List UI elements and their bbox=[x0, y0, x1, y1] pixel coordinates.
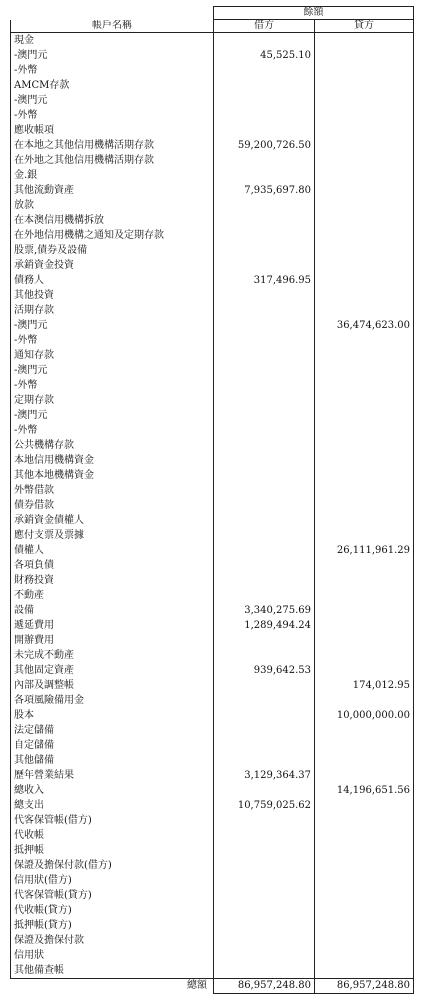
table-row bbox=[11, 258, 414, 273]
credit-cell bbox=[315, 573, 414, 588]
table-row bbox=[11, 873, 414, 888]
table-row bbox=[11, 318, 414, 333]
account-rows bbox=[11, 33, 414, 979]
credit-cell bbox=[315, 498, 414, 513]
account-name-cell: -外幣 bbox=[11, 423, 214, 438]
table-row bbox=[11, 693, 414, 708]
credit-cell bbox=[315, 258, 414, 273]
table-row bbox=[11, 108, 414, 123]
debit-cell bbox=[214, 258, 315, 273]
table-row bbox=[11, 768, 414, 783]
table-row bbox=[11, 168, 414, 183]
account-name-cell: 自定儲備 bbox=[11, 738, 214, 753]
account-name-cell: 債權人 bbox=[11, 543, 214, 558]
debit-cell: 3,340,275.69 bbox=[214, 603, 315, 618]
account-name-cell: 承銷資金投資 bbox=[11, 258, 214, 273]
debit-cell bbox=[214, 453, 315, 468]
total-label: 總額 bbox=[11, 979, 214, 994]
debit-cell bbox=[214, 153, 315, 168]
account-name-cell: 現金 bbox=[11, 33, 214, 49]
debit-header: 借方 bbox=[214, 20, 315, 33]
account-name-cell: 代客保管帳(借方) bbox=[11, 813, 214, 828]
credit-cell bbox=[315, 903, 414, 918]
table-row bbox=[11, 903, 414, 918]
debit-cell bbox=[214, 408, 315, 423]
table-row bbox=[11, 858, 414, 873]
table-row bbox=[11, 198, 414, 213]
credit-cell bbox=[315, 828, 414, 843]
credit-cell bbox=[315, 48, 414, 63]
credit-cell bbox=[315, 603, 414, 618]
credit-cell bbox=[315, 153, 414, 168]
debit-cell bbox=[214, 588, 315, 603]
debit-cell: 10,759,025.62 bbox=[214, 798, 315, 813]
table-row bbox=[11, 48, 414, 63]
debit-cell bbox=[214, 468, 315, 483]
account-name-cell: 開辦費用 bbox=[11, 633, 214, 648]
table-row bbox=[11, 588, 414, 603]
debit-cell bbox=[214, 753, 315, 768]
debit-cell bbox=[214, 123, 315, 138]
account-name-cell: 不動產 bbox=[11, 588, 214, 603]
credit-cell: 14,196,651.56 bbox=[315, 783, 414, 798]
trial-balance-sheet bbox=[10, 6, 413, 994]
credit-cell: 10,000,000.00 bbox=[315, 708, 414, 723]
account-name-cell: 債務人 bbox=[11, 273, 214, 288]
table-row bbox=[11, 963, 414, 979]
credit-cell bbox=[315, 453, 414, 468]
credit-cell bbox=[315, 858, 414, 873]
credit-cell bbox=[315, 423, 414, 438]
account-name-cell: 債券借款 bbox=[11, 498, 214, 513]
table-row bbox=[11, 603, 414, 618]
table-row bbox=[11, 513, 414, 528]
account-name-cell: 法定儲備 bbox=[11, 723, 214, 738]
credit-cell bbox=[315, 798, 414, 813]
account-name-cell: -澳門元 bbox=[11, 363, 214, 378]
account-name-cell: 設備 bbox=[11, 603, 214, 618]
debit-cell: 59,200,726.50 bbox=[214, 138, 315, 153]
credit-cell bbox=[315, 378, 414, 393]
debit-cell bbox=[214, 498, 315, 513]
debit-cell bbox=[214, 78, 315, 93]
table-row bbox=[11, 663, 414, 678]
table-row bbox=[11, 783, 414, 798]
debit-cell bbox=[214, 873, 315, 888]
account-name-cell: 股本 bbox=[11, 708, 214, 723]
account-name-cell: 股票,債券及設備 bbox=[11, 243, 214, 258]
debit-cell bbox=[214, 528, 315, 543]
debit-cell bbox=[214, 213, 315, 228]
table-row bbox=[11, 573, 414, 588]
credit-cell bbox=[315, 738, 414, 753]
credit-cell bbox=[315, 78, 414, 93]
credit-cell bbox=[315, 138, 414, 153]
account-name-cell: 其他投資 bbox=[11, 288, 214, 303]
debit-cell bbox=[214, 543, 315, 558]
credit-cell: 36,474,623.00 bbox=[315, 318, 414, 333]
account-name-cell: 遞延費用 bbox=[11, 618, 214, 633]
credit-cell bbox=[315, 168, 414, 183]
account-name-cell: 歷年營業結果 bbox=[11, 768, 214, 783]
debit-cell: 317,496.95 bbox=[214, 273, 315, 288]
credit-cell bbox=[315, 348, 414, 363]
table-row bbox=[11, 798, 414, 813]
account-name-cell: 通知存款 bbox=[11, 348, 214, 363]
table-row bbox=[11, 408, 414, 423]
table-row bbox=[11, 498, 414, 513]
account-name-cell: 在外地之其他信用機構活期存款 bbox=[11, 153, 214, 168]
credit-cell bbox=[315, 243, 414, 258]
balance-header: 餘額 bbox=[214, 7, 414, 20]
table-row bbox=[11, 543, 414, 558]
table-row bbox=[11, 123, 414, 138]
account-name-cell: 代收帳 bbox=[11, 828, 214, 843]
debit-cell bbox=[214, 378, 315, 393]
table-row bbox=[11, 243, 414, 258]
table-row bbox=[11, 288, 414, 303]
account-name-cell: 代收帳(貸方) bbox=[11, 903, 214, 918]
debit-cell: 7,935,697.80 bbox=[214, 183, 315, 198]
table-row bbox=[11, 393, 414, 408]
account-name-cell: AMCM存款 bbox=[11, 78, 214, 93]
debit-cell bbox=[214, 483, 315, 498]
trial-balance-table bbox=[10, 6, 414, 994]
credit-cell bbox=[315, 648, 414, 663]
table-row bbox=[11, 723, 414, 738]
table-row bbox=[11, 153, 414, 168]
account-name-cell: -外幣 bbox=[11, 378, 214, 393]
debit-cell bbox=[214, 198, 315, 213]
credit-cell: 26,111,961.29 bbox=[315, 543, 414, 558]
account-name-cell: 信用狀(借方) bbox=[11, 873, 214, 888]
credit-cell bbox=[315, 483, 414, 498]
account-name-cell: 放款 bbox=[11, 198, 214, 213]
debit-cell bbox=[214, 513, 315, 528]
account-name-cell: 保證及擔保付款 bbox=[11, 933, 214, 948]
account-name-cell: -澳門元 bbox=[11, 93, 214, 108]
debit-cell bbox=[214, 678, 315, 693]
credit-cell bbox=[315, 918, 414, 933]
debit-cell bbox=[214, 813, 315, 828]
account-name-cell: 其他備查帳 bbox=[11, 963, 214, 979]
credit-cell bbox=[315, 528, 414, 543]
table-row bbox=[11, 33, 414, 49]
debit-cell: 45,525.10 bbox=[214, 48, 315, 63]
credit-cell bbox=[315, 768, 414, 783]
credit-cell: 174,012.95 bbox=[315, 678, 414, 693]
account-name-cell: 本地信用機構資金 bbox=[11, 453, 214, 468]
account-name-cell: -澳門元 bbox=[11, 48, 214, 63]
table-row bbox=[11, 813, 414, 828]
account-name-cell: 其他儲備 bbox=[11, 753, 214, 768]
debit-cell bbox=[214, 648, 315, 663]
table-row bbox=[11, 213, 414, 228]
table-row bbox=[11, 528, 414, 543]
debit-cell bbox=[214, 708, 315, 723]
account-name-cell: 抵押帳(貸方) bbox=[11, 918, 214, 933]
debit-cell bbox=[214, 108, 315, 123]
debit-cell bbox=[214, 423, 315, 438]
account-name-cell: -外幣 bbox=[11, 108, 214, 123]
credit-cell bbox=[315, 618, 414, 633]
credit-cell bbox=[315, 438, 414, 453]
table-row bbox=[11, 918, 414, 933]
debit-cell bbox=[214, 903, 315, 918]
account-name-cell: 其他本地機構資金 bbox=[11, 468, 214, 483]
table-row bbox=[11, 888, 414, 903]
account-name-cell: 公共機構存款 bbox=[11, 438, 214, 453]
credit-cell bbox=[315, 468, 414, 483]
total-credit: 86,957,248.80 bbox=[315, 979, 414, 994]
account-name-cell: 其他流動資產 bbox=[11, 183, 214, 198]
table-row bbox=[11, 303, 414, 318]
credit-cell bbox=[315, 588, 414, 603]
debit-cell bbox=[214, 318, 315, 333]
table-row bbox=[11, 378, 414, 393]
credit-cell bbox=[315, 303, 414, 318]
account-name-cell: 信用狀 bbox=[11, 948, 214, 963]
account-name-cell: 未完成不動產 bbox=[11, 648, 214, 663]
account-name-cell: 應付支票及票據 bbox=[11, 528, 214, 543]
credit-cell bbox=[315, 948, 414, 963]
table-row bbox=[11, 618, 414, 633]
account-name-cell: 在外地信用機構之通知及定期存款 bbox=[11, 228, 214, 243]
debit-cell bbox=[214, 303, 315, 318]
debit-cell bbox=[214, 573, 315, 588]
account-name-cell: 外幣借款 bbox=[11, 483, 214, 498]
account-name-cell: -外幣 bbox=[11, 63, 214, 78]
table-row bbox=[11, 678, 414, 693]
credit-cell bbox=[315, 813, 414, 828]
debit-cell bbox=[214, 783, 315, 798]
account-name-cell: 代客保管帳(貸方) bbox=[11, 888, 214, 903]
credit-cell bbox=[315, 693, 414, 708]
table-row bbox=[11, 348, 414, 363]
debit-cell bbox=[214, 918, 315, 933]
table-row bbox=[11, 438, 414, 453]
debit-cell bbox=[214, 228, 315, 243]
account-name-cell: -澳門元 bbox=[11, 318, 214, 333]
account-name-cell: 應收帳項 bbox=[11, 123, 214, 138]
debit-cell bbox=[214, 93, 315, 108]
account-name-cell: -澳門元 bbox=[11, 408, 214, 423]
debit-cell bbox=[214, 348, 315, 363]
table-row bbox=[11, 468, 414, 483]
table-row bbox=[11, 648, 414, 663]
debit-cell bbox=[214, 948, 315, 963]
account-name-cell: 其他固定資產 bbox=[11, 663, 214, 678]
debit-cell bbox=[214, 693, 315, 708]
credit-cell bbox=[315, 633, 414, 648]
table-row bbox=[11, 333, 414, 348]
account-name-cell: 活期存款 bbox=[11, 303, 214, 318]
debit-cell bbox=[214, 723, 315, 738]
debit-cell bbox=[214, 168, 315, 183]
account-name-cell: 財務投資 bbox=[11, 573, 214, 588]
credit-header: 貸方 bbox=[315, 20, 414, 33]
table-row bbox=[11, 183, 414, 198]
debit-cell: 939,642.53 bbox=[214, 663, 315, 678]
account-name-cell: 定期存款 bbox=[11, 393, 214, 408]
credit-cell bbox=[315, 183, 414, 198]
account-name-cell: 在本澳信用機構拆放 bbox=[11, 213, 214, 228]
table-row bbox=[11, 558, 414, 573]
account-name-header: 帳戶名稱 bbox=[11, 20, 214, 33]
debit-cell bbox=[214, 438, 315, 453]
credit-cell bbox=[315, 873, 414, 888]
header-blank-cell bbox=[11, 7, 214, 20]
table-row bbox=[11, 138, 414, 153]
table-row bbox=[11, 483, 414, 498]
credit-cell bbox=[315, 213, 414, 228]
credit-cell bbox=[315, 723, 414, 738]
account-name-cell: 承銷資金債權人 bbox=[11, 513, 214, 528]
debit-cell bbox=[214, 33, 315, 49]
table-row bbox=[11, 453, 414, 468]
debit-cell bbox=[214, 558, 315, 573]
credit-cell bbox=[315, 363, 414, 378]
debit-cell: 3,129,364.37 bbox=[214, 768, 315, 783]
table-row bbox=[11, 738, 414, 753]
debit-cell bbox=[214, 243, 315, 258]
table-row bbox=[11, 93, 414, 108]
credit-cell bbox=[315, 753, 414, 768]
debit-cell: 1,289,494.24 bbox=[214, 618, 315, 633]
account-name-cell: 各項風險備用金 bbox=[11, 693, 214, 708]
table-row bbox=[11, 843, 414, 858]
table-row bbox=[11, 753, 414, 768]
credit-cell bbox=[315, 93, 414, 108]
account-name-cell: 內部及調整帳 bbox=[11, 678, 214, 693]
account-name-cell: 金.銀 bbox=[11, 168, 214, 183]
debit-cell bbox=[214, 933, 315, 948]
debit-cell bbox=[214, 738, 315, 753]
account-name-cell: -外幣 bbox=[11, 333, 214, 348]
table-row bbox=[11, 708, 414, 723]
table-row bbox=[11, 78, 414, 93]
credit-cell bbox=[315, 123, 414, 138]
credit-cell bbox=[315, 273, 414, 288]
credit-cell bbox=[315, 33, 414, 49]
credit-cell bbox=[315, 513, 414, 528]
table-row bbox=[11, 63, 414, 78]
account-name-cell: 抵押帳 bbox=[11, 843, 214, 858]
table-row bbox=[11, 828, 414, 843]
credit-cell bbox=[315, 663, 414, 678]
table-row bbox=[11, 633, 414, 648]
debit-cell bbox=[214, 63, 315, 78]
credit-cell bbox=[315, 843, 414, 858]
credit-cell bbox=[315, 288, 414, 303]
table-row bbox=[11, 363, 414, 378]
table-row bbox=[11, 933, 414, 948]
debit-cell bbox=[214, 828, 315, 843]
debit-cell bbox=[214, 843, 315, 858]
debit-cell bbox=[214, 333, 315, 348]
credit-cell bbox=[315, 558, 414, 573]
credit-cell bbox=[315, 963, 414, 979]
credit-cell bbox=[315, 408, 414, 423]
debit-cell bbox=[214, 963, 315, 979]
credit-cell bbox=[315, 888, 414, 903]
debit-cell bbox=[214, 633, 315, 648]
credit-cell bbox=[315, 393, 414, 408]
debit-cell bbox=[214, 888, 315, 903]
credit-cell bbox=[315, 198, 414, 213]
debit-cell bbox=[214, 288, 315, 303]
credit-cell bbox=[315, 228, 414, 243]
credit-cell bbox=[315, 933, 414, 948]
account-name-cell: 總收入 bbox=[11, 783, 214, 798]
table-row bbox=[11, 423, 414, 438]
credit-cell bbox=[315, 108, 414, 123]
debit-cell bbox=[214, 858, 315, 873]
table-row bbox=[11, 273, 414, 288]
debit-cell bbox=[214, 393, 315, 408]
account-name-cell: 保證及擔保付款(借方) bbox=[11, 858, 214, 873]
account-name-cell: 總支出 bbox=[11, 798, 214, 813]
total-debit: 86,957,248.80 bbox=[214, 979, 315, 994]
debit-cell bbox=[214, 363, 315, 378]
table-row bbox=[11, 948, 414, 963]
account-name-cell: 在本地之其他信用機構活期存款 bbox=[11, 138, 214, 153]
table-row bbox=[11, 228, 414, 243]
credit-cell bbox=[315, 63, 414, 78]
credit-cell bbox=[315, 333, 414, 348]
account-name-cell: 各項負債 bbox=[11, 558, 214, 573]
